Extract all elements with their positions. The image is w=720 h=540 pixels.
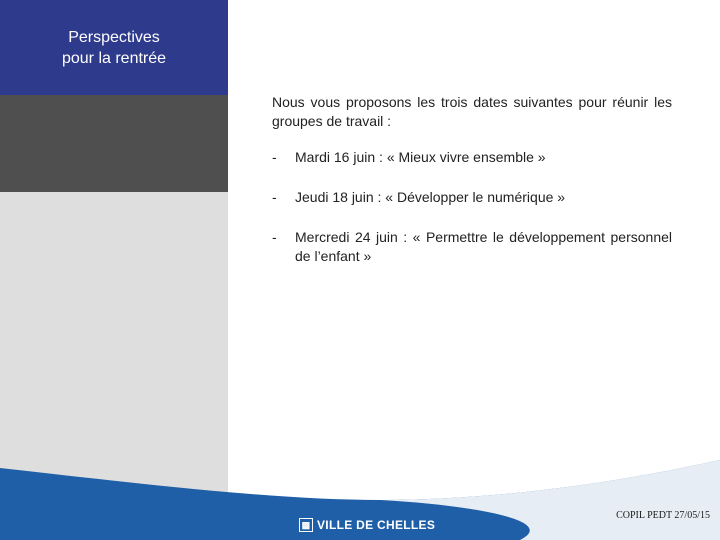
meeting-date-text: Mardi 16 juin : « Mieux vivre ensemble »	[295, 149, 546, 165]
sidebar	[0, 0, 228, 540]
section-title	[0, 0, 228, 95]
city-logo-text: VILLE DE CHELLES	[317, 518, 436, 532]
meeting-date-item	[272, 188, 672, 207]
list-dash: -	[272, 189, 277, 205]
city-logo	[299, 516, 435, 534]
intro-text: Nous vous proposons les trois dates suivantes pour réunir les groupes de travail :	[272, 94, 672, 129]
sidebar-dark-panel	[0, 95, 228, 192]
meeting-date-text: Jeudi 18 juin : « Développer le numérique »	[295, 189, 566, 205]
section-title-line-1: Perspectives	[68, 29, 160, 46]
city-crest-icon: ▩	[299, 518, 313, 532]
meeting-date-text: Mercredi 24 juin : « Permettre le développement personnel de l’enfant »	[295, 229, 672, 264]
meeting-date-item	[272, 228, 672, 266]
list-dash: -	[272, 229, 277, 245]
meeting-date-item	[272, 148, 672, 167]
list-dash: -	[272, 149, 277, 165]
slide-content	[272, 93, 672, 287]
meeting-date-list	[272, 148, 672, 266]
section-title-line-2: pour la rentrée	[61, 50, 167, 67]
footer-reference: COPIL PEDT 27/05/15	[616, 510, 710, 521]
